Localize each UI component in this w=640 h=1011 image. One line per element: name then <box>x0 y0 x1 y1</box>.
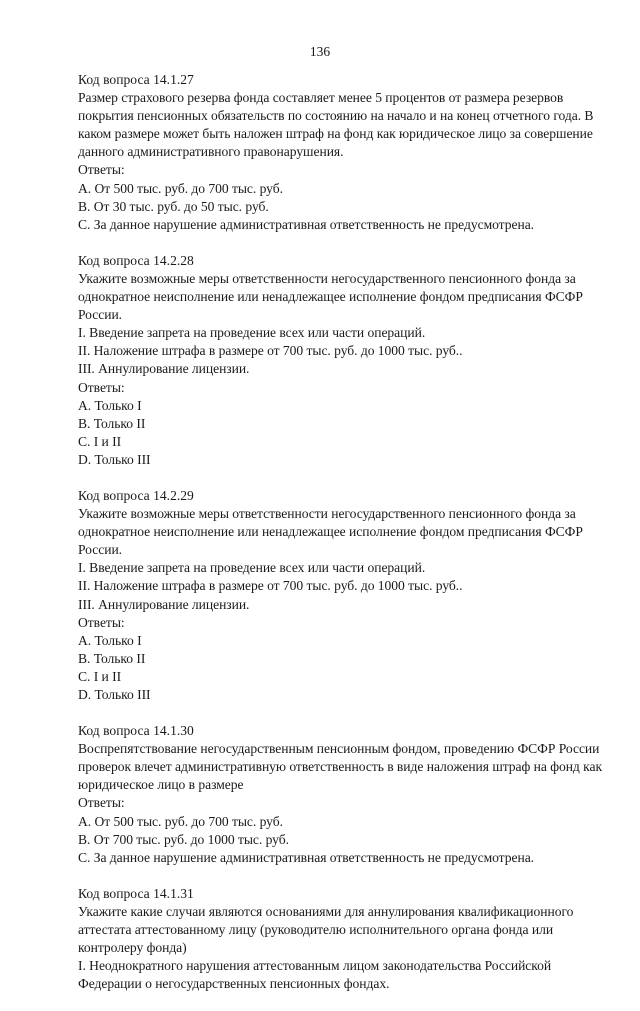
answer-option: B. Только II <box>78 415 146 431</box>
question-text-line: Укажите возможные меры ответственности негосударственного пенсионного фонда за <box>78 270 576 286</box>
question-14-1-27 <box>78 71 598 234</box>
answer-option: А. От 500 тыс. руб. до 700 тыс. руб. <box>78 180 283 196</box>
answer-option: В. От 700 тыс. руб. до 1000 тыс. руб. <box>78 831 289 847</box>
question-text-line: России. <box>78 542 123 558</box>
question-text-line: Воспрепятствование негосударственным пенсионным фондом, проведению ФСФР России <box>78 741 600 757</box>
answer-option: D. Только III <box>78 451 151 467</box>
question-text-line: аттестата аттестованному лицу (руководителю исполнительного органа фонда или <box>78 922 554 938</box>
question-14-1-31 <box>78 885 598 994</box>
answer-option: С. За данное нарушение административная ответственность не предусмотрена. <box>78 849 535 865</box>
question-code: Код вопроса 14.1.27 <box>78 72 194 87</box>
question-14-2-29 <box>78 487 598 704</box>
answer-option: A. Только I <box>78 632 142 648</box>
page-number: 136 <box>309 44 331 59</box>
statement-item: I. Неоднократного нарушения аттестованным лицом законодательства Российской <box>78 958 552 974</box>
answers-heading: Ответы: <box>78 614 125 630</box>
question-14-1-30 <box>78 722 603 867</box>
answers-heading: Ответы: <box>78 795 125 811</box>
answer-option: С. За данное нарушение административная ответственность не предусмотрена. <box>78 216 535 232</box>
question-code: Код вопроса 14.2.28 <box>78 252 194 268</box>
question-14-2-28 <box>78 252 598 469</box>
question-code: Код вопроса 14.1.31 <box>78 885 194 901</box>
question-text-line: каком размере может быть наложен штраф на фонд как юридическое лицо за совершение <box>78 126 593 142</box>
statement-item: II. Наложение штрафа в размере от 700 тыс. руб. до 1000 тыс. руб.. <box>78 343 463 359</box>
question-text-line: Размер страхового резерва фонда составляет менее 5 процентов от размера резервов <box>78 90 564 106</box>
answer-option: C. I и II <box>78 433 122 449</box>
question-text-line: Укажите какие случаи являются основаниями для аннулирования квалификационного <box>78 903 574 919</box>
answer-option: В. От 30 тыс. руб. до 50 тыс. руб. <box>78 198 269 214</box>
statement-item: II. Наложение штрафа в размере от 700 тыс. руб. до 1000 тыс. руб.. <box>78 578 463 594</box>
question-text-line: юридическое лицо в размере <box>78 777 244 793</box>
question-code: Код вопроса 14.1.30 <box>78 723 194 739</box>
answers-heading: Ответы: <box>78 162 125 178</box>
statement-item: III. Аннулирование лицензии. <box>78 596 250 612</box>
question-text-line: покрытия пенсионных обязательств по состоянию на начало и на конец отчетного года. В <box>78 108 594 124</box>
document-body <box>78 71 603 1011</box>
question-text-line: Укажите возможные меры ответственности негосударственного пенсионного фонда за <box>78 506 576 522</box>
question-text-line: данного административного правонарушения. <box>78 144 344 160</box>
answer-option: C. I и II <box>78 668 122 684</box>
answer-option: B. Только II <box>78 650 146 666</box>
statement-item: I. Введение запрета на проведение всех или части операций. <box>78 325 426 341</box>
answer-option: А. От 500 тыс. руб. до 700 тыс. руб. <box>78 813 283 829</box>
answers-heading: Ответы: <box>78 379 125 395</box>
statement-item: III. Аннулирование лицензии. <box>78 361 250 377</box>
question-text-line: контролеру фонда) <box>78 940 187 956</box>
question-text-line: России. <box>78 307 123 323</box>
statement-item: I. Введение запрета на проведение всех или части операций. <box>78 560 426 576</box>
answer-option: A. Только I <box>78 397 142 413</box>
question-text-line: однократное неисполнение или ненадлежащее исполнение фондом предписания ФСФР <box>78 524 583 540</box>
question-code: Код вопроса 14.2.29 <box>78 487 194 503</box>
question-text-line: однократное неисполнение или ненадлежащее исполнение фондом предписания ФСФР <box>78 289 583 305</box>
answer-option: D. Только III <box>78 687 151 702</box>
statement-item: Федерации о негосударственных пенсионных фондах. <box>78 976 390 992</box>
question-text-line: проверок влечет административную ответственность в виде наложения штраф на фонд как <box>78 759 603 775</box>
